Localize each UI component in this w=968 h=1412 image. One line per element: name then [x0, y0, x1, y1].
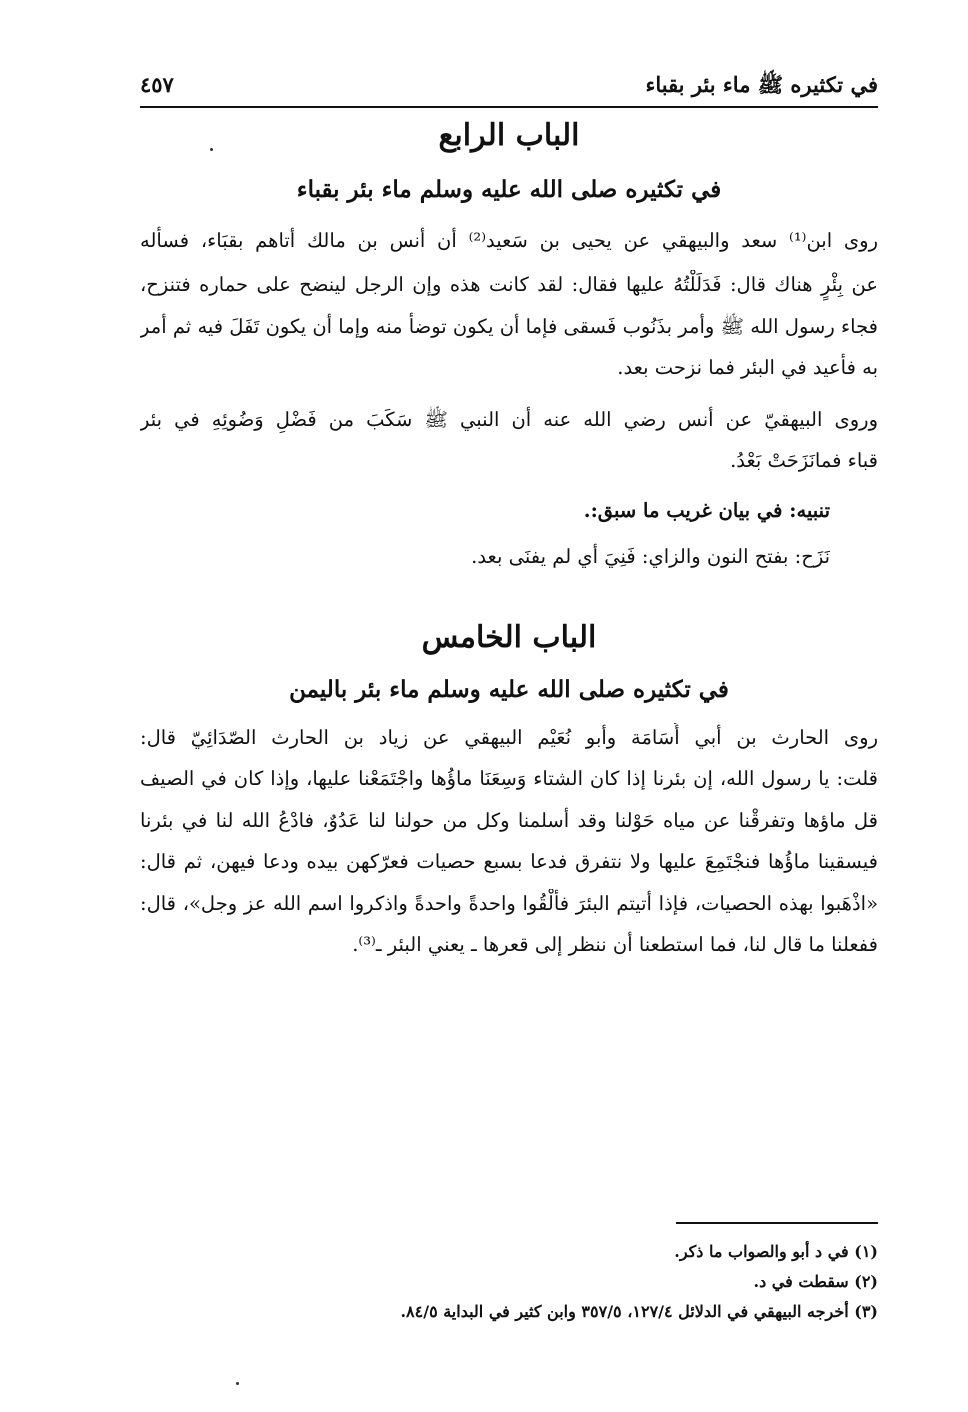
chapter-4-paragraph-2-line: وروى البيهقيّ عن أنس رضي الله عنه أن النبي ﷺ سَكَبَ من فَضْلِ وَضُوئِهِ في بئر	[140, 408, 878, 431]
chapter-4-paragraph-1-line: فجاء رسول الله ﷺ وأمر بذَنُوب فَسقى فإما أن يكون توضأ منه وإما أن يكون تَفَلَ فيه ثم أمر	[140, 315, 878, 338]
chapter-5-paragraph-line: قل ماؤها وتفرقْنا عن مياه حَوْلنا وقد أسلمنا وكل من حولنا لنا عَدُوٌ، فادْعُ الله لنا في بئرنا	[140, 809, 878, 832]
chapter-4-paragraph-1-line: روى ابن⁽¹⁾ سعد والبيهقي عن يحيى بن سَعيد⁽²⁾ أن أنس بن مالك أتاهم بقبَاء، فسأله	[140, 229, 878, 252]
chapter-5-subtitle: في تكثيره صلى الله عليه وسلم ماء بئر باليمن	[289, 676, 729, 703]
chapter-5-paragraph-line: «اذْهَبوا بهذه الحصيات، فإذا أتيتم البئرَ فألْقُوا واحدةً واحدةً واذكروا اسم الله عز وجل»، قال:	[140, 892, 878, 915]
chapter-4-paragraph-2-line: قباء فمانَزَحَتْ بَعْدُ.	[730, 449, 878, 472]
chapter-5-title: الباب الخامس	[421, 620, 597, 655]
chapter-4-paragraph-1-line: به فأعيد في البئر فما نزحت بعد.	[617, 356, 878, 379]
chapter-4-title: الباب الرابع	[438, 118, 580, 153]
chapter-5-paragraph-line: قلت: يا رسول الله، إن بئرنا إذا كان الشتاء وَسِعَنَا ماؤُها واجْتَمَعْنا عليها، وإذا كان في الصيف	[140, 767, 878, 790]
chapter-4-paragraph-1-line: عن بِئْرٍ هناك قال: فَدَلَلْتُهُ عليها فقال: لقد كانت هذه وإن الرجل لينضح على حماره فتنزح،	[140, 273, 878, 296]
running-title: في تكثيره ﷺ ماء بئر بقباء	[645, 72, 878, 97]
chapter-5-paragraph-line: روى الحارث بن أبي أُسَامَة وأبو نُعَيْم البيهقي عن زياد بن الحارث الصّدَائِيّ قال:	[140, 726, 878, 749]
running-header	[140, 68, 878, 108]
chapter-5-paragraph-line: فيسقينا ماؤُها فنجْتَمِعَ عليها ولا نتفرق فدعا بسبع حصيات فعرّكهن بيده ودعا فيهن، ثم قال:	[140, 850, 878, 873]
page-number: ٤٥٧	[140, 72, 174, 97]
note-heading: تنبيه: في بيان غريب ما سبق:.	[583, 499, 830, 522]
footnote-separator	[676, 1222, 878, 1224]
chapter-4-subtitle: في تكثيره صلى الله عليه وسلم ماء بئر بقباء	[296, 176, 722, 203]
footnote-2: (٢) سقطت في د.	[753, 1272, 878, 1291]
scan-speck	[236, 1382, 239, 1385]
footnote-3: (٣) أخرجه البيهقي في الدلائل ١٢٧/٤، ٣٥٧/٥ وابن كثير في البداية ٨٤/٥.	[400, 1302, 878, 1321]
footnote-1: (١) في د أبو والصواب ما ذكر.	[674, 1242, 878, 1261]
note-text: نَزَح: بفتح النون والزاي: فَنِيَ أي لم يفنَى بعد.	[471, 545, 830, 568]
chapter-5-paragraph-line: ففعلنا ما قال لنا، فما استطعنا أن ننظر إلى قعرها ـ يعني البئر ـ⁽³⁾.	[352, 933, 878, 956]
